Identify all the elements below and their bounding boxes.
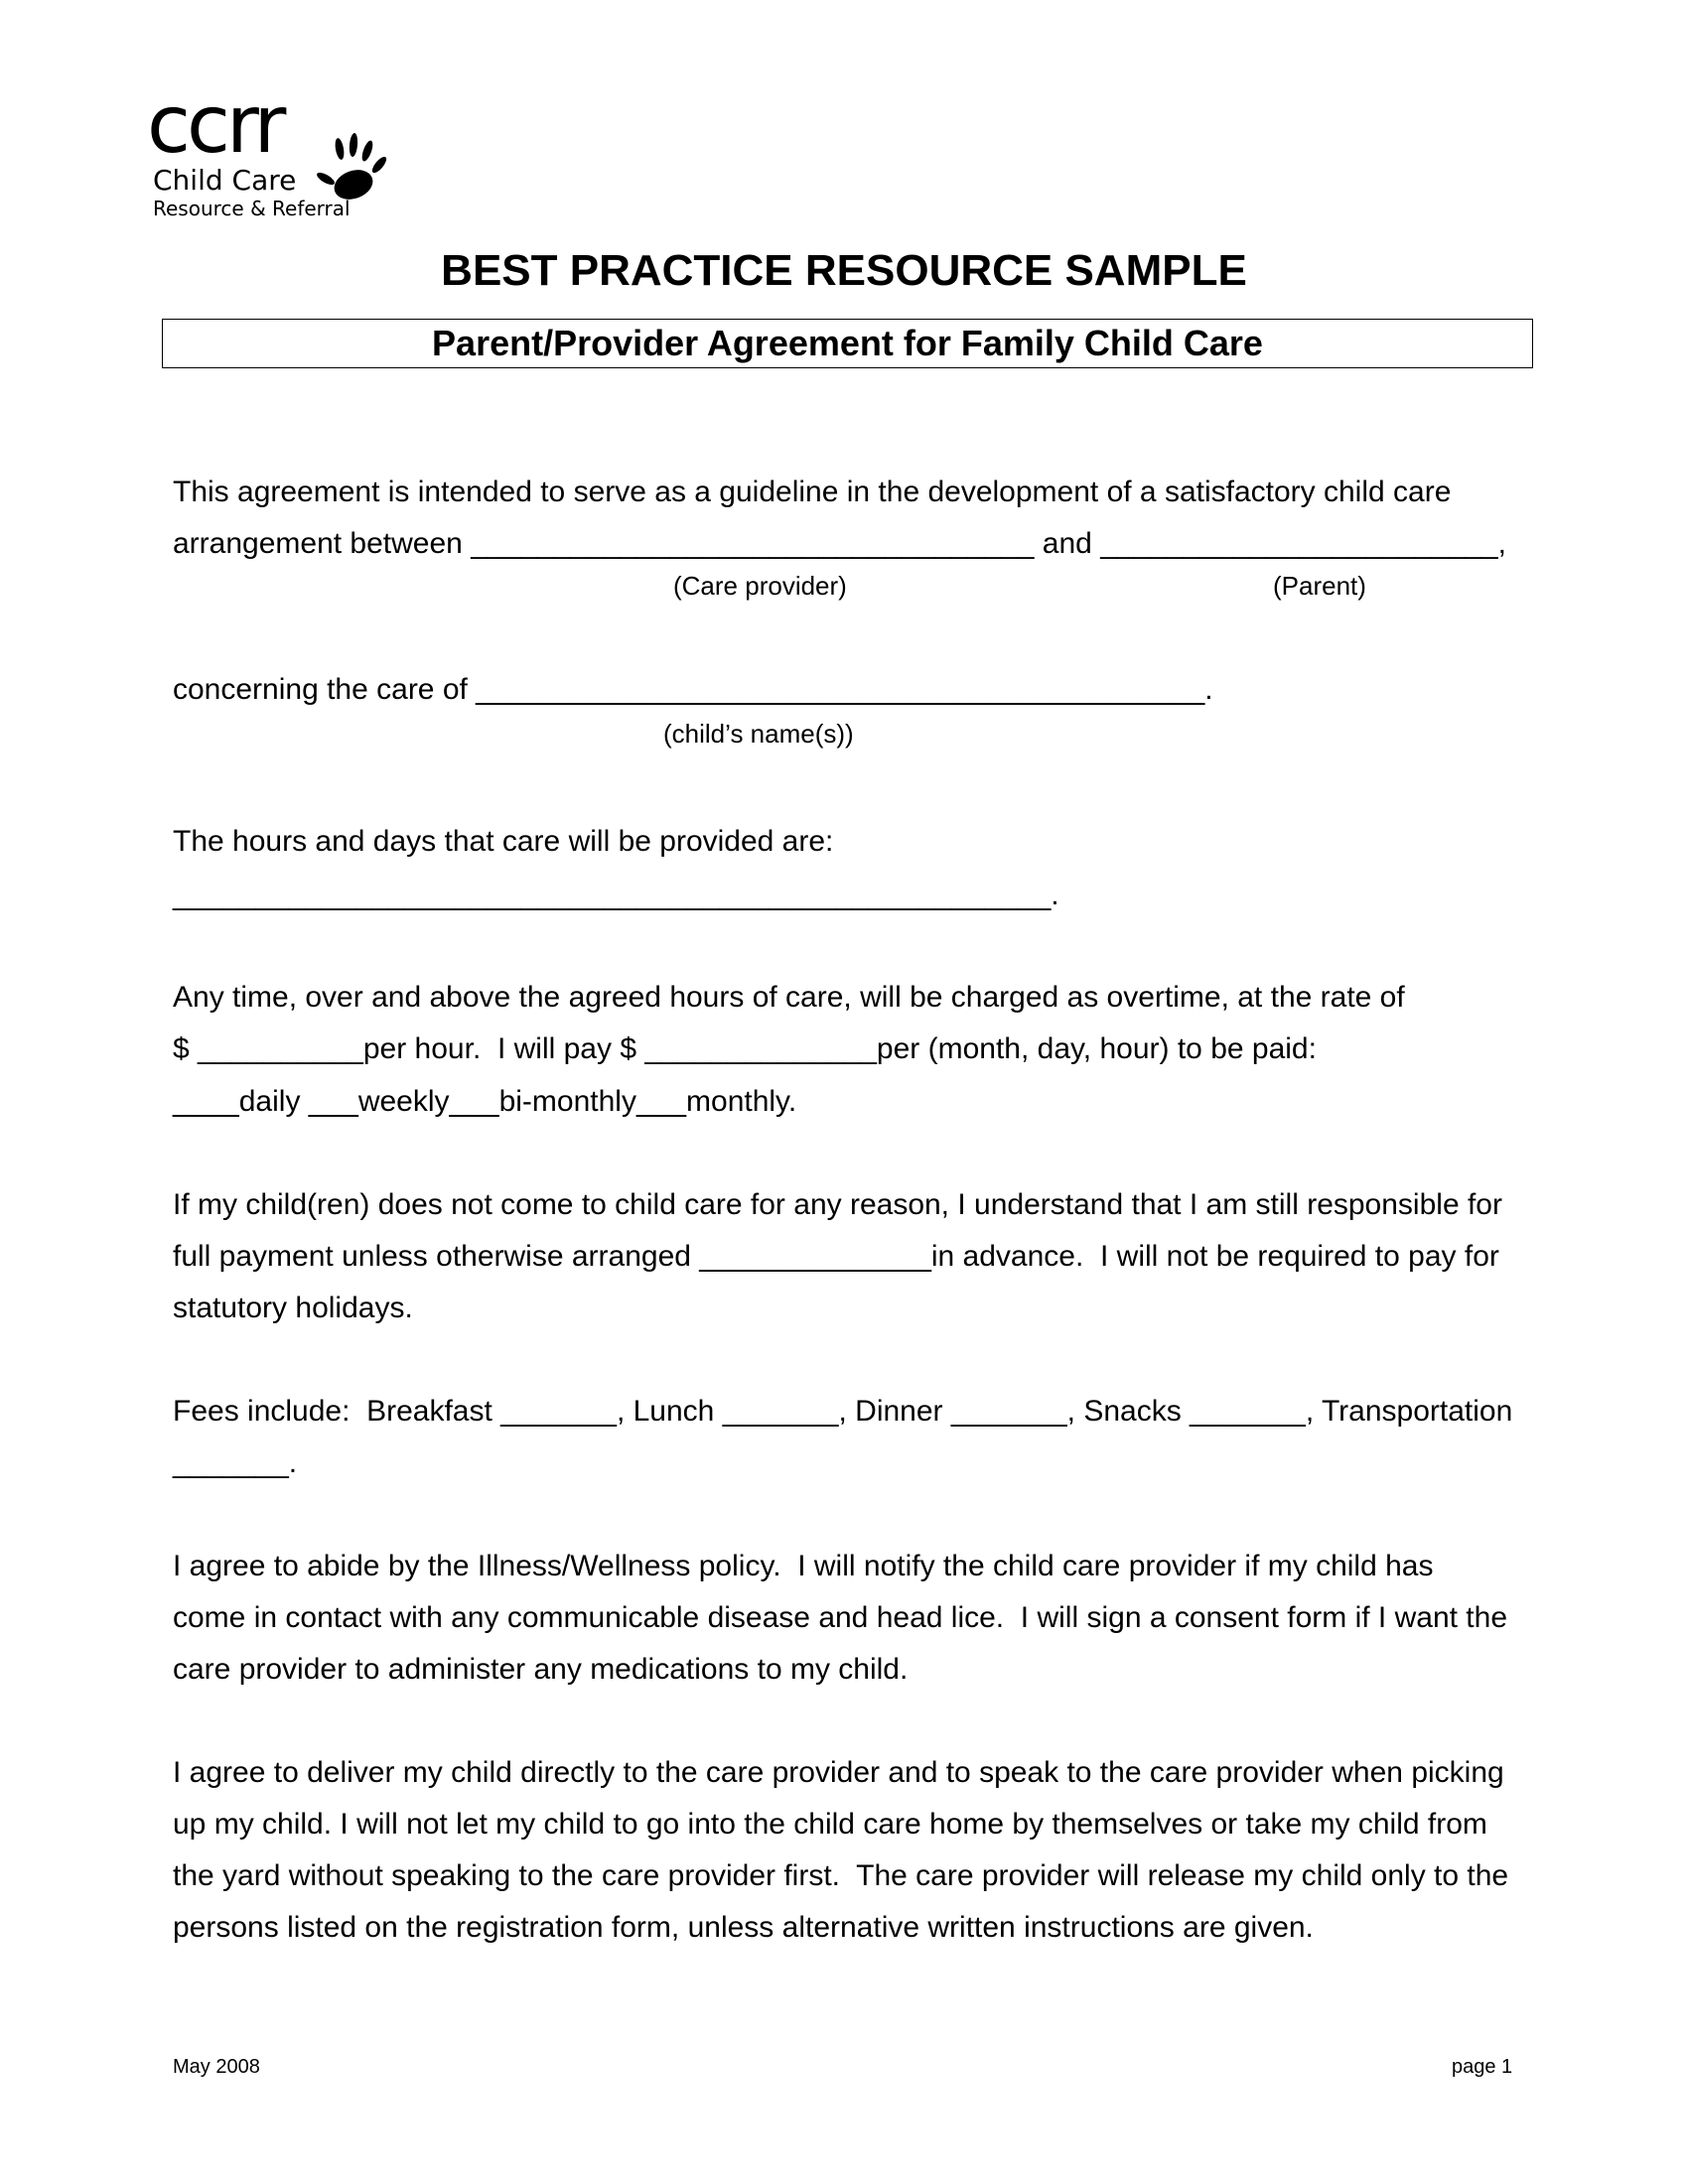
agreement-title-box: Parent/Provider Agreement for Family Child Care: [162, 319, 1533, 368]
logo-wordmark: ccrr: [147, 78, 283, 171]
paragraph-absence-line-1: If my child(ren) does not come to child care for any reason, I understand that I am still responsible for: [173, 1188, 1502, 1221]
paragraph-pickup-line-4: persons listed on the registration form, unless alternative written instructions are given.: [173, 1911, 1314, 1944]
paragraph-fees-line-1: Fees include: Breakfast _______, Lunch _______, Dinner _______, Snacks _______, Transportation: [173, 1395, 1513, 1428]
footer-date: May 2008: [173, 2056, 260, 2078]
paragraph-overtime-line-3: ____daily ___weekly___bi-monthly___monthly.: [173, 1085, 797, 1118]
paragraph-fees-line-2: _______.: [173, 1446, 298, 1479]
logo-line-child-care: Child Care: [153, 164, 297, 197]
footer-page-number: page 1: [1452, 2056, 1513, 2078]
paragraph-hours-line-2: _____________________________________________________.: [173, 879, 1059, 911]
caption-child-name: (child’s name(s)): [663, 719, 854, 749]
paragraph-illness-line-1: I agree to abide by the Illness/Wellness policy. I will notify the child care provider if my child has: [173, 1550, 1434, 1582]
caption-parent: (Parent): [1273, 571, 1366, 601]
paragraph-intro-line-1: This agreement is intended to serve as a guideline in the development of a satisfactory child care: [173, 476, 1452, 508]
paragraph-care-of-line: concerning the care of ____________________________________________.: [173, 673, 1213, 706]
logo-line-resource-referral: Resource & Referral: [153, 197, 351, 220]
paragraph-pickup-line-3: the yard without speaking to the care provider first. The care provider will release my child only to the: [173, 1859, 1509, 1892]
paragraph-overtime-line-2: $ __________per hour. I will pay $ ______________per (month, day, hour) to be paid:: [173, 1032, 1317, 1065]
paragraph-pickup-line-1: I agree to deliver my child directly to the care provider and to speak to the care provider when picking: [173, 1756, 1504, 1789]
paragraph-absence-line-3: statutory holidays.: [173, 1292, 413, 1324]
paragraph-hours-line-1: The hours and days that care will be provided are:: [173, 825, 834, 858]
paragraph-absence-line-2: full payment unless otherwise arranged ______________in advance. I will not be required to pay for: [173, 1240, 1499, 1273]
paragraph-illness-line-2: come in contact with any communicable disease and head lice. I will sign a consent form if I want the: [173, 1601, 1508, 1634]
caption-care-provider: (Care provider): [673, 571, 847, 601]
paragraph-illness-line-3: care provider to administer any medications to my child.: [173, 1653, 909, 1686]
page-title: BEST PRACTICE RESOURCE SAMPLE: [441, 246, 1247, 296]
paragraph-intro-line-2: arrangement between __________________________________ and ________________________,: [173, 527, 1506, 560]
paragraph-overtime-line-1: Any time, over and above the agreed hours of care, will be charged as overtime, at the rate of: [173, 981, 1405, 1014]
paragraph-pickup-line-2: up my child. I will not let my child to go into the child care home by themselves or take my child from: [173, 1808, 1487, 1841]
ccrr-logo: [147, 78, 395, 224]
